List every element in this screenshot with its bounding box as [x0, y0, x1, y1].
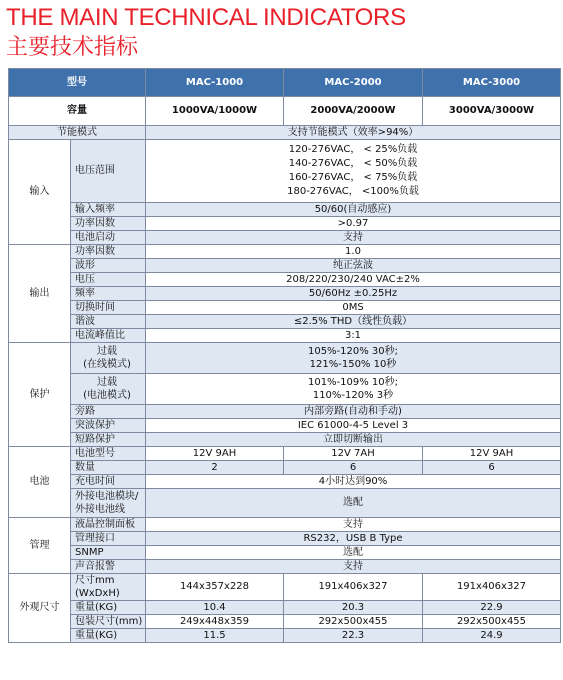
output-frequency-row	[9, 287, 561, 301]
package-size-row	[9, 615, 561, 629]
snmp-label: SNMP	[71, 546, 146, 560]
overload-battery-label-2: (电池模式)	[83, 390, 131, 401]
overload-battery-line-2: 110%-120% 3秒	[312, 390, 394, 401]
battery-quantity-label: 数量	[71, 461, 146, 475]
input-battery-start-row	[9, 231, 561, 245]
specs-table	[8, 68, 561, 643]
output-pf-value: 1.0	[146, 245, 561, 259]
external-battery-label-2: 外接电池线	[75, 504, 125, 515]
package-weight-2: 22.3	[284, 629, 423, 643]
lcd-row	[9, 518, 561, 532]
capacity-1: 1000VA/1000W	[146, 97, 284, 126]
snmp-value: 选配	[146, 546, 561, 560]
external-battery-label	[71, 489, 146, 518]
harmonic-value: ≤2.5% THD（线性负载）	[146, 315, 561, 329]
output-voltage-value: 208/220/230/240 VAC±2%	[146, 273, 561, 287]
weight-1: 10.4	[146, 601, 284, 615]
weight-2: 20.3	[284, 601, 423, 615]
short-circuit-value: 立即切断输出	[146, 433, 561, 447]
overload-online-label	[71, 343, 146, 374]
charge-time-value: 4小时达到90%	[146, 475, 561, 489]
energy-saving-row	[9, 126, 561, 140]
weight-label: 重量(KG)	[71, 601, 146, 615]
lcd-value: 支持	[146, 518, 561, 532]
alarm-label: 声音报警	[71, 560, 146, 574]
bypass-row	[9, 405, 561, 419]
interface-row	[9, 532, 561, 546]
crest-factor-label: 电流峰值比	[71, 329, 146, 343]
package-weight-row	[9, 629, 561, 643]
weight-3: 22.9	[423, 601, 561, 615]
input-frequency-value: 50/60(自动感应)	[146, 203, 561, 217]
input-voltage-row	[9, 140, 561, 203]
overload-battery-value	[146, 374, 561, 405]
size-1: 144x357x228	[146, 574, 284, 601]
dimensions-category: 外观尺寸	[9, 574, 71, 643]
package-size-2: 292x500x455	[284, 615, 423, 629]
surge-row	[9, 419, 561, 433]
size-label	[71, 574, 146, 601]
external-battery-label-1: 外接电池模块/	[75, 491, 139, 502]
battery-model-1: 12V 9AH	[146, 447, 284, 461]
capacity-label: 容量	[9, 97, 146, 126]
harmonic-label: 谐波	[71, 315, 146, 329]
management-category: 管理	[9, 518, 71, 574]
size-2: 191x406x327	[284, 574, 423, 601]
short-circuit-row	[9, 433, 561, 447]
input-voltage-value	[146, 140, 561, 203]
overload-battery-label	[71, 374, 146, 405]
charge-time-label: 充电时间	[71, 475, 146, 489]
input-voltage-label: 电压范围	[71, 140, 146, 203]
crest-factor-row	[9, 329, 561, 343]
battery-quantity-1: 2	[146, 461, 284, 475]
interface-label: 管理接口	[71, 532, 146, 546]
overload-battery-label-1: 过载	[97, 377, 117, 388]
surge-label: 突波保护	[71, 419, 146, 433]
capacity-row	[9, 97, 561, 126]
overload-online-line-1: 105%-120% 30秒;	[307, 346, 399, 357]
size-label-1: 尺寸mm	[75, 575, 115, 586]
harmonic-row	[9, 315, 561, 329]
title-chinese: 主要技术指标	[6, 35, 139, 60]
input-voltage-line-2: 140-276VAC， < 50%负载	[288, 158, 418, 169]
energy-saving-label: 节能模式	[9, 126, 146, 140]
size-label-2: (WxDxH)	[75, 588, 120, 599]
package-size-3: 292x500x455	[423, 615, 561, 629]
alarm-value: 支持	[146, 560, 561, 574]
battery-category: 电池	[9, 447, 71, 518]
input-voltage-line-3: 160-276VAC， < 75%负载	[288, 172, 418, 183]
battery-quantity-3: 6	[423, 461, 561, 475]
transfer-time-label: 切换时间	[71, 301, 146, 315]
transfer-time-value: 0MS	[146, 301, 561, 315]
waveform-value: 纯正弦波	[146, 259, 561, 273]
package-size-1: 249x448x359	[146, 615, 284, 629]
energy-saving-value: 支持节能模式（效率>94%）	[146, 126, 561, 140]
output-pf-label: 功率因数	[71, 245, 146, 259]
weight-row	[9, 601, 561, 615]
battery-start-label: 电池启动	[71, 231, 146, 245]
bypass-value: 内部旁路(自动和手动)	[146, 405, 561, 419]
size-3: 191x406x327	[423, 574, 561, 601]
header-row	[9, 69, 561, 97]
input-pf-value: >0.97	[146, 217, 561, 231]
short-circuit-label: 短路保护	[71, 433, 146, 447]
title-english: THE MAIN TECHNICAL INDICATORS	[6, 4, 406, 31]
battery-model-row	[9, 447, 561, 461]
output-waveform-row	[9, 259, 561, 273]
overload-online-line-2: 121%-150% 10秒	[309, 359, 397, 370]
output-voltage-row	[9, 273, 561, 287]
input-pf-label: 功率因数	[71, 217, 146, 231]
output-pf-row	[9, 245, 561, 259]
size-row	[9, 574, 561, 601]
waveform-label: 波形	[71, 259, 146, 273]
overload-battery-line-1: 101%-109% 10秒;	[307, 377, 399, 388]
output-voltage-label: 电压	[71, 273, 146, 287]
input-category: 输入	[9, 140, 71, 245]
snmp-row	[9, 546, 561, 560]
overload-online-label-2: (在线模式)	[83, 359, 131, 370]
output-category: 输出	[9, 245, 71, 343]
charge-time-row	[9, 475, 561, 489]
package-size-label: 包装尺寸(mm)	[71, 615, 146, 629]
model-label: 型号	[9, 69, 146, 97]
model-3: MAC-3000	[423, 69, 561, 97]
protection-category: 保护	[9, 343, 71, 447]
external-battery-row	[9, 489, 561, 518]
overload-online-label-1: 过载	[97, 346, 117, 357]
overload-battery-row	[9, 374, 561, 405]
surge-value: IEC 61000-4-5 Level 3	[146, 419, 561, 433]
overload-online-row	[9, 343, 561, 374]
alarm-row	[9, 560, 561, 574]
input-frequency-label: 输入频率	[71, 203, 146, 217]
input-voltage-line-4: 180-276VAC， <100%负载	[287, 186, 419, 197]
crest-factor-value: 3:1	[146, 329, 561, 343]
input-pf-row	[9, 217, 561, 231]
interface-value: RS232，USB B Type	[146, 532, 561, 546]
battery-quantity-2: 6	[284, 461, 423, 475]
battery-model-2: 12V 7AH	[284, 447, 423, 461]
lcd-label: 液晶控制面板	[71, 518, 146, 532]
model-2: MAC-2000	[284, 69, 423, 97]
bypass-label: 旁路	[71, 405, 146, 419]
capacity-3: 3000VA/3000W	[423, 97, 561, 126]
transfer-time-row	[9, 301, 561, 315]
external-battery-value: 选配	[146, 489, 561, 518]
output-frequency-value: 50/60Hz ±0.25Hz	[146, 287, 561, 301]
overload-online-value	[146, 343, 561, 374]
model-1: MAC-1000	[146, 69, 284, 97]
package-weight-label: 重量(KG)	[71, 629, 146, 643]
capacity-2: 2000VA/2000W	[284, 97, 423, 126]
input-voltage-line-1: 120-276VAC， < 25%负载	[288, 144, 418, 155]
battery-start-value: 支持	[146, 231, 561, 245]
package-weight-1: 11.5	[146, 629, 284, 643]
battery-quantity-row	[9, 461, 561, 475]
battery-model-label: 电池型号	[71, 447, 146, 461]
battery-model-3: 12V 9AH	[423, 447, 561, 461]
output-frequency-label: 频率	[71, 287, 146, 301]
package-weight-3: 24.9	[423, 629, 561, 643]
input-frequency-row	[9, 203, 561, 217]
